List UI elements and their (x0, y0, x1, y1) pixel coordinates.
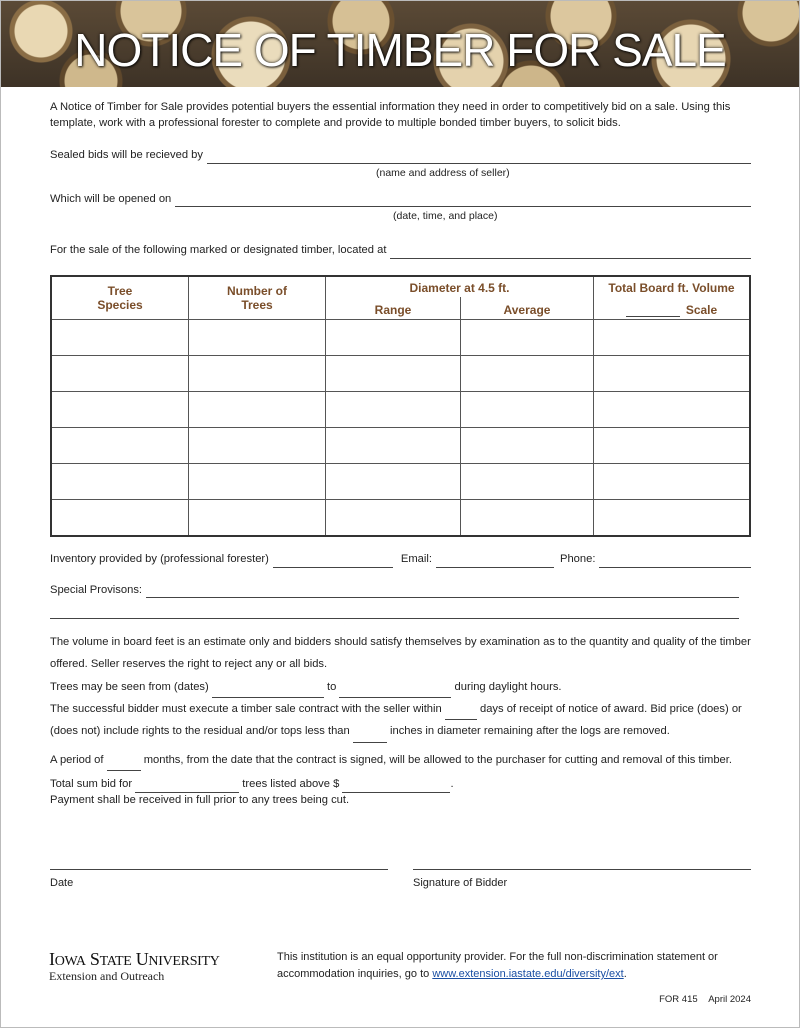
table-cell[interactable] (326, 356, 461, 392)
date-signature-field (50, 855, 388, 892)
col-diameter: Diameter at 4.5 ft. (326, 276, 594, 297)
table-cell[interactable] (189, 320, 326, 356)
table-cell[interactable] (326, 320, 461, 356)
total-text-c: . (450, 778, 454, 791)
table-cell[interactable] (326, 392, 461, 428)
table-cell[interactable] (189, 356, 326, 392)
sealed-bids-line[interactable] (207, 150, 751, 164)
opened-on-field (50, 191, 751, 224)
inventory-field (50, 551, 751, 567)
header-banner-logs-image (1, 1, 799, 87)
total-amount-blank[interactable] (342, 792, 450, 793)
date-label: Date (50, 876, 74, 889)
seen-paragraph (50, 676, 751, 698)
table-row (51, 464, 750, 500)
table-cell[interactable] (326, 428, 461, 464)
inventory-email-label: Email: (400, 553, 432, 566)
inventory-email-line[interactable] (436, 554, 554, 568)
table-row (51, 500, 750, 537)
table-row (51, 356, 750, 392)
table-cell[interactable] (189, 464, 326, 500)
inventory-phone-line[interactable] (599, 554, 751, 568)
eeo-period: . (623, 968, 627, 981)
bidder-signature-line[interactable] (413, 855, 751, 870)
contract-paragraph (50, 698, 751, 743)
table-cell[interactable] (51, 464, 189, 500)
opened-on-caption: (date, time, and place) (393, 210, 498, 223)
form-number: FOR 415 (659, 994, 698, 1006)
bidder-signature-label: Signature of Bidder (413, 876, 508, 889)
total-text-a: Total sum bid for (50, 778, 133, 791)
contract-inches-blank[interactable] (353, 742, 387, 743)
contract-days-blank[interactable] (445, 719, 477, 720)
table-cell[interactable] (594, 500, 751, 537)
seen-text-c: during daylight hours. (454, 680, 562, 693)
contract-text-a: The successful bidder must execute a timber sale contract with the seller within (50, 703, 442, 716)
col-number-of-trees: Number of Trees (189, 276, 326, 320)
seen-text-b: to (326, 680, 337, 693)
special-provisions-field (50, 582, 739, 598)
logo-i: I (49, 949, 55, 969)
contract-text-b: days of receipt of notice of award. Bid price (does) or (does not) include rights to the residual and/or tops less than (50, 703, 742, 738)
table-cell[interactable] (189, 428, 326, 464)
table-row (51, 428, 750, 464)
logo-niversity: NIVERSITY (148, 954, 220, 969)
period-text-a: A period of (50, 753, 104, 766)
location-label: For the sale of the following marked or designated timber, located at (50, 244, 387, 257)
form-date: April 2024 (708, 994, 751, 1006)
special-provisions-label: Special Provisons: (50, 583, 143, 596)
total-paragraph (50, 777, 751, 808)
table-cell[interactable] (594, 320, 751, 356)
footer (49, 949, 751, 1008)
period-paragraph (50, 749, 751, 771)
table-cell[interactable] (51, 320, 189, 356)
table-row (51, 392, 750, 428)
table-cell[interactable] (594, 392, 751, 428)
col-range: Range (326, 297, 461, 320)
opened-on-label: Which will be opened on (50, 192, 172, 205)
table-cell[interactable] (189, 500, 326, 537)
diversity-link[interactable]: www.extension.iastate.edu/diversity/ext (432, 968, 624, 981)
scale-blank[interactable] (626, 316, 680, 317)
date-line[interactable] (50, 855, 388, 870)
table-cell[interactable] (51, 356, 189, 392)
table-cell[interactable] (461, 428, 594, 464)
table-cell[interactable] (594, 356, 751, 392)
col-scale-cell (594, 297, 751, 320)
col-average: Average (461, 297, 594, 320)
table-cell[interactable] (189, 392, 326, 428)
bidder-signature-field (413, 855, 751, 892)
logo-owa: OWA (54, 954, 86, 969)
timber-table (50, 275, 751, 538)
sealed-bids-caption: (name and address of seller) (376, 166, 510, 179)
inventory-phone-label: Phone: (559, 553, 596, 566)
volume-paragraph: The volume in board feet is an estimate only and bidders should satisfy themselves by examination as to the quantity and quality of the timber offered. Seller reserves the right to reject any or all bids. (50, 635, 751, 671)
table-row (51, 320, 750, 356)
timber-table-body (51, 320, 750, 537)
location-field (50, 242, 751, 258)
table-cell[interactable] (461, 392, 594, 428)
total-text-b: trees listed above $ (242, 778, 340, 791)
table-cell[interactable] (326, 464, 461, 500)
table-cell[interactable] (461, 500, 594, 537)
period-text-b: months, from the date that the contract is signed, will be allowed to the purchaser for cutting and removal of this timber. (143, 753, 732, 766)
logo-tate: TATE (99, 954, 132, 969)
special-provisions-line-1[interactable] (146, 584, 739, 598)
location-line[interactable] (390, 245, 751, 259)
payment-text: Payment shall be received in full prior to any trees being cut. (50, 793, 350, 806)
inventory-forester-line[interactable] (273, 554, 393, 568)
sealed-bids-field (50, 147, 751, 180)
table-cell[interactable] (594, 464, 751, 500)
page-title: NOTICE OF TIMBER FOR SALE (74, 24, 726, 76)
logo-s: S (89, 949, 100, 969)
col-tree-species: Tree Species (51, 276, 189, 320)
table-cell[interactable] (51, 428, 189, 464)
logo-subtitle: Extension and Outreach (49, 969, 165, 983)
intro-paragraph: A Notice of Timber for Sale provides potential buyers the essential information they need in order to competitively bid on a sale. Using this template, work with a professional forester to complete and provide to multiple bonded timber buyers, to solicit bids. (50, 101, 731, 130)
inventory-label: Inventory provided by (professional forester) (50, 553, 269, 566)
contract-text-c: inches in diameter remaining after the logs are removed. (389, 725, 670, 738)
col-total-volume: Total Board ft. Volume (594, 276, 751, 297)
logo-u: U (135, 949, 149, 969)
eeo-text: This institution is an equal opportunity provider. For the full non-discrimination statement or accommodation inquiries, go to (277, 951, 718, 981)
iowa-state-logo (49, 949, 259, 1008)
table-cell[interactable] (461, 320, 594, 356)
signature-row (50, 855, 751, 892)
seen-text-a: Trees may be seen from (dates) (50, 680, 209, 693)
period-months-blank[interactable] (107, 770, 141, 771)
table-cell[interactable] (326, 500, 461, 537)
table-cell[interactable] (461, 464, 594, 500)
publication-code (277, 993, 751, 1008)
table-cell[interactable] (51, 392, 189, 428)
col-scale: Scale (685, 303, 718, 317)
eeo-statement (277, 949, 751, 1008)
table-cell[interactable] (594, 428, 751, 464)
special-provisions-line-2[interactable] (50, 604, 739, 619)
sealed-bids-label: Sealed bids will be recieved by (50, 149, 203, 162)
opened-on-line[interactable] (175, 193, 751, 207)
total-trees-blank[interactable] (135, 792, 239, 793)
table-cell[interactable] (461, 356, 594, 392)
table-cell[interactable] (51, 500, 189, 537)
